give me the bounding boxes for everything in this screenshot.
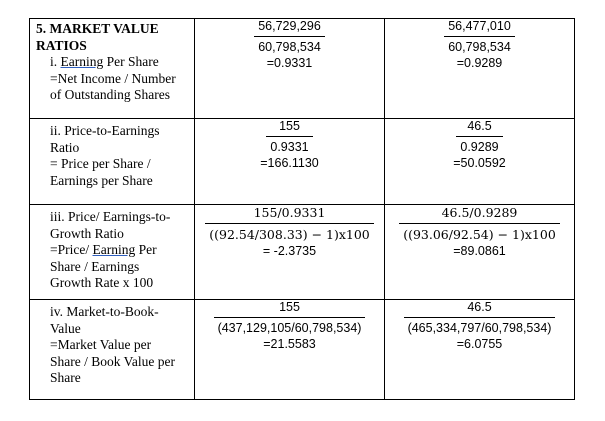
label-cell <box>30 205 195 300</box>
calc-cell-year2 <box>385 205 575 300</box>
ratio-name: iv. Market-to-Book- <box>50 304 159 319</box>
calc-cell-year2 <box>385 119 575 205</box>
formula-line: = Price per Share / <box>50 156 151 171</box>
ratio-name-rest: Per Share <box>106 54 159 69</box>
result: = -2.3735 <box>262 244 317 258</box>
label-cell <box>30 119 195 205</box>
fraction <box>456 119 502 154</box>
table-row-peg-ratio <box>30 205 575 300</box>
market-value-ratios-table <box>29 18 575 400</box>
denominator: (465,334,797/60,798,534) <box>404 317 556 335</box>
numerator: 46.5 <box>467 300 492 314</box>
denominator: 60,798,534 <box>254 36 325 54</box>
denominator: 60,798,534 <box>444 36 515 54</box>
section-heading: 5. MARKET VALUE <box>36 21 159 36</box>
fraction <box>214 300 366 335</box>
formula-line: =Market Value per <box>50 337 152 352</box>
formula-line: of Outstanding Shares <box>50 87 170 102</box>
result: =0.9289 <box>456 56 503 70</box>
denominator: 0.9289 <box>456 136 502 154</box>
calc-cell-year1 <box>195 19 385 119</box>
numerator: 46.5 <box>467 119 492 133</box>
table-row-price-to-earnings <box>30 119 575 205</box>
result: =166.1130 <box>260 156 319 170</box>
formula-line: Growth Rate x 100 <box>50 275 154 290</box>
ratio-name <box>36 54 190 71</box>
formula-line: Share / Earnings <box>50 258 140 274</box>
result: =6.0755 <box>456 337 503 351</box>
table-row-market-to-book <box>30 300 575 400</box>
label-cell <box>30 300 195 400</box>
section-heading-cont: RATIOS <box>36 37 87 53</box>
denominator: 0.9331 <box>266 136 312 154</box>
result: =89.0861 <box>453 244 506 258</box>
numerator: 56,729,296 <box>258 19 321 33</box>
fraction <box>205 205 374 242</box>
formula-line: Share / Book Value per <box>50 353 175 369</box>
calc-cell-year1 <box>195 205 385 300</box>
ratio-name-cont: Value <box>50 320 81 336</box>
numerator: 155/0.9331 <box>253 205 326 220</box>
underlined-word: Earning <box>60 54 104 69</box>
fraction <box>444 19 515 54</box>
result: =50.0592 <box>453 156 506 170</box>
fraction <box>404 300 556 335</box>
result: =21.5583 <box>263 337 316 351</box>
result: =0.9331 <box>266 56 313 70</box>
fraction <box>254 19 325 54</box>
underlined-word: Earning <box>92 242 136 257</box>
fraction <box>266 119 312 154</box>
denominator: (437,129,105/60,798,534) <box>214 317 366 335</box>
denominator: ((92.54/308.33) − 1)x100 <box>205 223 374 242</box>
ratio-name: iii. Price/ Earnings-to- <box>50 209 171 224</box>
formula-line: Share <box>50 370 81 385</box>
formula-line <box>36 242 190 259</box>
formula-line: =Net Income / Number <box>50 70 176 86</box>
ratio-number: i. <box>50 54 58 69</box>
ratio-name-cont: Growth Ratio <box>50 225 124 241</box>
calc-cell-year2 <box>385 19 575 119</box>
ratio-name: ii. Price-to-Earnings <box>50 123 160 138</box>
formula-line: Earnings per Share <box>50 172 153 188</box>
table-row-earning-per-share <box>30 19 575 119</box>
calc-cell-year1 <box>195 119 385 205</box>
ratio-name-cont: Ratio <box>50 139 80 155</box>
calc-cell-year1 <box>195 300 385 400</box>
numerator: 155 <box>279 300 300 314</box>
formula-text: Per <box>138 242 157 257</box>
calc-cell-year2 <box>385 300 575 400</box>
numerator: 56,477,010 <box>448 19 511 33</box>
numerator: 46.5/0.9289 <box>441 205 518 220</box>
formula-text: =Price/ <box>50 242 90 257</box>
numerator: 155 <box>279 119 300 133</box>
label-cell <box>30 19 195 119</box>
denominator: ((93.06/92.54) − 1)x100 <box>399 223 560 242</box>
fraction <box>399 205 560 242</box>
